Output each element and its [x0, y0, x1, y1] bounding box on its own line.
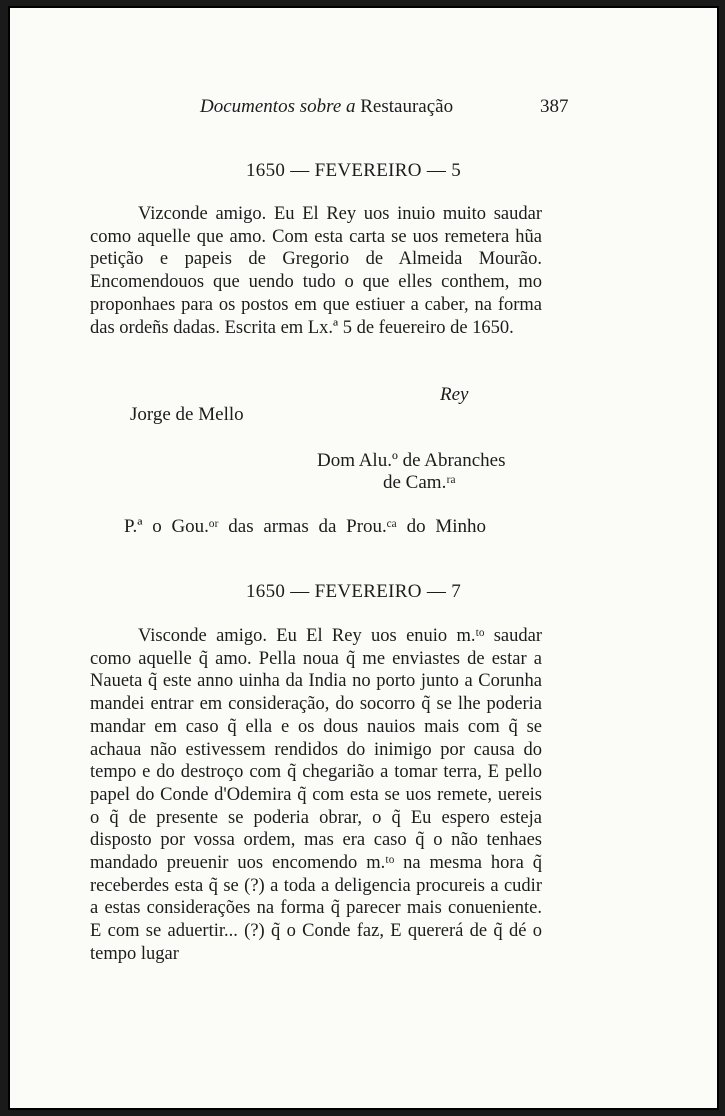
letter-1-date: 1650 — FEVEREIRO — 5 [246, 160, 461, 181]
letter-1-recipient: P.ª o Gou.ᵒʳ das armas da Prou.ᶜᵃ do Minho [124, 516, 487, 537]
letter-1-signatory-2 [317, 450, 505, 494]
letter-1-signatory-2-line1: Dom Alu.º de Abranches [317, 450, 506, 471]
running-title-rest: Restauração [360, 96, 454, 117]
running-header [10, 96, 717, 124]
letter-2-date: 1650 — FEVEREIRO — 7 [246, 581, 461, 602]
document-page [8, 6, 719, 1110]
running-title-italic: Documentos sobre a [200, 96, 356, 117]
letter-2-body [90, 625, 542, 966]
page-number: 387 [540, 96, 569, 117]
letter-1-signature-rey: Rey [440, 384, 469, 405]
running-title [200, 96, 453, 118]
letter-1-body [90, 203, 542, 339]
letter-1-signatory-2-line2: de Cam.ʳᵃ [383, 472, 456, 493]
letter-1-paragraph: Vizconde amigo. Eu El Rey uos inuio muito saudar como aquelle que amo. Com esta carta se uos remetera hũa petição e papeis de Gregorio de Almeida Mourão. Encomendouos que uendo tudo o que elles conthem, mo proponhaes para os postos em que estiuer a caber, na forma das ordeñs dadas. Escrita em Lx.ª 5 de feuereiro de 1650. [90, 204, 542, 338]
letter-2-paragraph: Visconde amigo. Eu El Rey uos enuio m.ᵗᵒ saudar como aquelle q̃ amo. Pella noua q̃ me enviastes de estar a Naueta q̃ este anno uinha da India no porto junto a Corunha mandei entrar em consideração, do socorro q̃ se lhe poderia mandar em caso q̃ ella e os dous nauios mais com q̃ se achaua não estivessem rendidos do inimigo por causa do tempo e do destroço com q̃ chegarião a tomar terra, E pello papel do Conde d'Odemira q̃ com esta se uos remete, uereis o q̃ de presente se poderia obrar, o q̃ Eu espero esteja disposto por vossa ordem, mas era caso q̃ o não tenhaes mandado preuenir uos encomendo m.ᵗᵒ na mesma hora q̃ receberdes esta q̃ se (?) a toda a deligencia procureis a cudir a estas considerações na forma q̃ parecer mais conueniente. E com se aduertir... (?) q̃ o Conde faz, E quererá de q̃ dé o tempo lugar [90, 626, 542, 964]
letter-1-signatory-1: Jorge de Mello [130, 404, 244, 425]
